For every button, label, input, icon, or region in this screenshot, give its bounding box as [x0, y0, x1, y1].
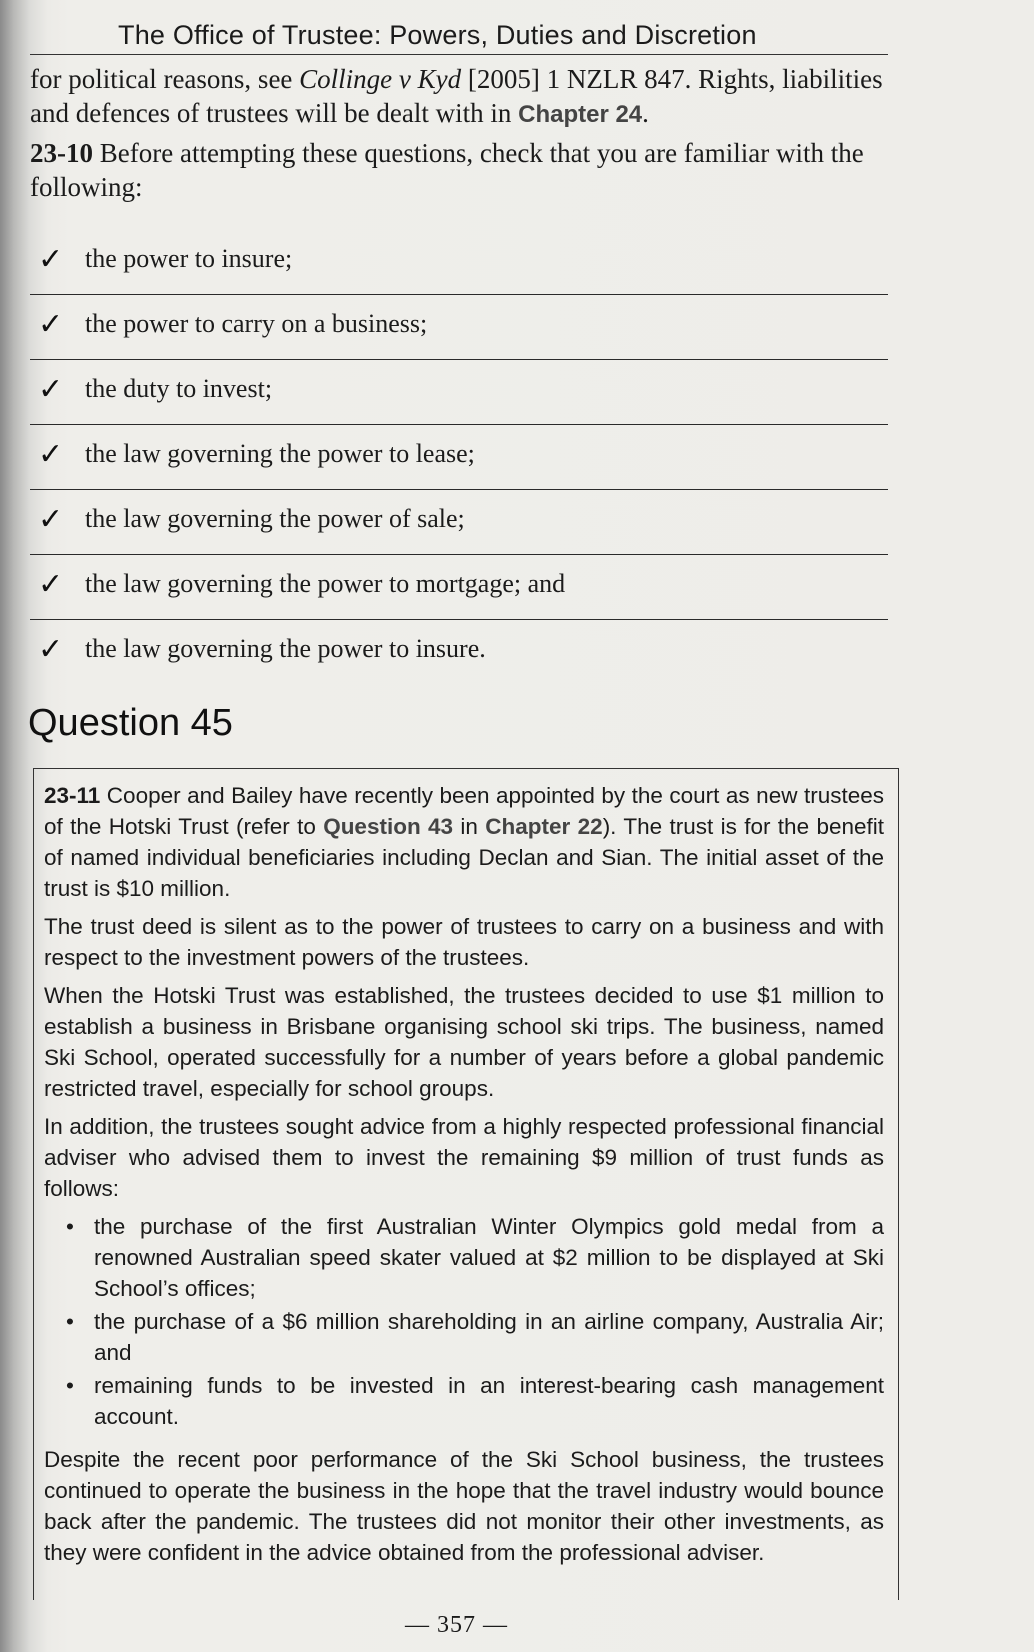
intro-text: [30, 62, 888, 204]
case-citation: Collinge v Kyd: [299, 64, 462, 94]
page-number: — 357 —: [405, 1612, 508, 1638]
list-item-text: the purchase of the first Australian Winter Olympics gold medal from a renowned Australian speed skater valued at $2 million to be displayed at Ski School’s offices;: [94, 1214, 884, 1301]
check-mark-icon: ✓: [38, 372, 64, 407]
check-mark-icon: ✓: [38, 567, 64, 602]
check-mark-icon: ✓: [38, 242, 64, 277]
checklist-item: [30, 490, 888, 555]
intro-citation: [2005] 1 NZLR 847. Rights, liabilities and defences of trustees will be dealt with in: [30, 64, 883, 128]
question-heading: Question 45: [28, 702, 233, 744]
list-item: [44, 1306, 884, 1368]
list-item: [44, 1211, 884, 1304]
checklist-item: [30, 295, 888, 360]
check-mark-icon: ✓: [38, 437, 64, 472]
chapter-reference: Chapter 24: [518, 101, 643, 128]
question-reference: Question 43: [323, 814, 454, 839]
paragraph-23-10: [30, 136, 888, 204]
checklist-item: [30, 230, 888, 295]
paragraph-text: Before attempting these questions, check that you are familiar with the following:: [30, 138, 864, 202]
question-paragraph-2: The trust deed is silent as to the power of trustees to carry on a business and with respect to the investment powers of the trustees.: [44, 914, 884, 970]
checklist-item-text: the power to carry on a business;: [85, 309, 428, 338]
question-text: Cooper and Bailey have recently been appointed by the court as new trustees of the Hotski Trust (refer to: [44, 783, 884, 839]
paragraph-number: 23-10: [30, 138, 93, 168]
checklist: [30, 230, 888, 684]
check-mark-icon: ✓: [38, 632, 64, 667]
checklist-item-text: the power to insure;: [85, 244, 293, 273]
list-item-text: remaining funds to be invested in an interest-bearing cash management account.: [94, 1373, 884, 1429]
check-mark-icon: ✓: [38, 307, 64, 342]
list-item-text: the purchase of a $6 million shareholding in an airline company, Australia Air; and: [94, 1309, 884, 1365]
intro-end: .: [642, 98, 649, 128]
paragraph-number: 23-11: [44, 783, 101, 808]
chapter-reference: Chapter 22: [485, 814, 603, 839]
question-paragraph-4: In addition, the trustees sought advice from a highly respected professional financial adviser who advised them to invest the remaining $9 million of trust funds as follows:: [44, 1114, 884, 1201]
bullet-icon: •: [66, 1373, 74, 1398]
checklist-item-text: the law governing the power to mortgage; and: [85, 569, 566, 598]
list-item: [44, 1370, 884, 1432]
running-header: The Office of Trustee: Powers, Duties and Discretion: [118, 20, 757, 50]
checklist-item-text: the law governing the power to lease;: [85, 439, 475, 468]
intro-paragraph: [30, 62, 888, 132]
checklist-item-text: the law governing the power to insure.: [85, 634, 486, 663]
checklist-item: [30, 425, 888, 490]
intro-lead: for political reasons, see: [30, 64, 300, 94]
checklist-item-text: the duty to invest;: [85, 374, 273, 403]
question-paragraph-3: When the Hotski Trust was established, the trustees decided to use $1 million to establish a business in Brisbane organising school ski trips. The business, named Ski School, operated successfully for a number of years before a global pandemic restricted travel, especially for school groups.: [44, 983, 884, 1101]
question-body: [44, 780, 884, 1575]
header-rule: [30, 54, 888, 55]
check-mark-icon: ✓: [38, 502, 64, 537]
question-paragraph-1: [44, 780, 884, 904]
checklist-item: [30, 620, 888, 684]
question-paragraph-5: Despite the recent poor performance of the Ski School business, the trustees continued to operate the business in the hope that the travel industry would bounce back after the pandemic. The trustees did not monitor their other investments, as they were confident in the advice obtained from the professional adviser.: [44, 1447, 884, 1565]
bullet-icon: •: [66, 1309, 74, 1334]
question-text: ). The trust is for the benefit of named individual beneficiaries including Declan and Sian. The initial asset of the trust is $10 million.: [44, 814, 884, 901]
checklist-item-text: the law governing the power of sale;: [85, 504, 465, 533]
checklist-item: [30, 555, 888, 620]
question-text: in: [453, 814, 486, 839]
checklist-item: [30, 360, 888, 425]
investment-list: [44, 1211, 884, 1432]
bullet-icon: •: [66, 1214, 74, 1239]
